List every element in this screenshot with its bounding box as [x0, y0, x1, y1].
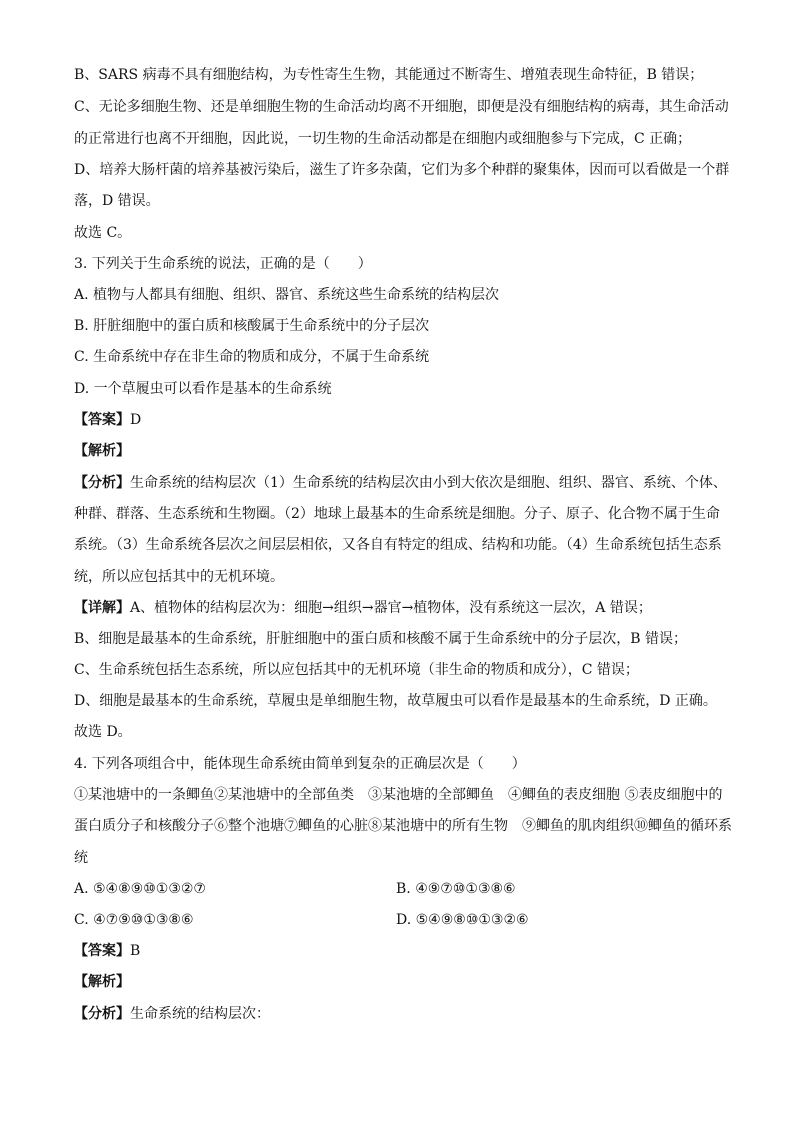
question-4-items: 统 — [74, 850, 88, 866]
question-4-stem: 4. 下列各项组合中，能体现生命系统由简单到复杂的正确层次是（ ） — [74, 756, 526, 772]
text-line: C、生命系统包括生态系统，所以应包括其中的无机环境（非生命的物质和成分），C 错误； — [74, 662, 639, 678]
question-4-answer — [74, 942, 724, 960]
text-line: D、细胞是最基本的生命系统，草履虫是单细胞生物，故草履虫可以看作是最基本的生命系统，D 正确。 — [74, 693, 717, 709]
xiangjie-text: A、植物体的结构层次为：细胞→组织→器官→植物体，没有系统这一层次，A 错误； — [130, 600, 652, 616]
question-3-xiangjie — [74, 599, 724, 617]
answer-tag: 【答案】 — [74, 412, 130, 428]
question-3-fenxi — [74, 474, 727, 492]
text-line: C、无论多细胞生物、还是单细胞生物的生命活动均离不开细胞，即便是没有细胞结构的病毒，其生命活动 — [74, 99, 729, 115]
question-3-stem: 3. 下列关于生命系统的说法，正确的是（ ） — [74, 256, 372, 272]
question-3-answer — [74, 411, 724, 429]
fenxi-tag: 【分析】 — [74, 475, 130, 491]
question-4-option-d: D. ⑤④⑨⑧⑩①③②⑥ — [396, 912, 529, 928]
question-3-option-a: A. 植物与人都具有细胞、组织、器官、系统这些生命系统的结构层次 — [74, 287, 500, 303]
question-3-option-b: B. 肝脏细胞中的蛋白质和核酸属于生命系统中的分子层次 — [74, 318, 430, 334]
text-line: B、细胞是最基本的生命系统，肝脏细胞中的蛋白质和核酸不属于生命系统中的分子层次，B 错误； — [74, 631, 688, 647]
text-line: 故选 C。 — [74, 225, 132, 241]
fenxi-text: 生命系统的结构层次（1）生命系统的结构层次由小到大依次是细胞、组织、器官、系统、个体、 — [130, 475, 727, 491]
question-3-option-d: D. 一个草履虫可以看作是基本的生命系统 — [74, 381, 332, 397]
question-4-option-a: A. ⑤④⑧⑨⑩①③②⑦ — [74, 881, 206, 897]
question-4-option-c: C. ④⑦⑨⑩①③⑧⑥ — [74, 912, 194, 928]
text-line: D、培养大肠杆菌的培养基被污染后，滋生了许多杂菌，它们为多个种群的聚集体，因而可以看做是一个群 — [74, 162, 730, 178]
question-3-option-c: C. 生命系统中存在非生命的物质和成分，不属于生命系统 — [74, 349, 430, 365]
answer-tag: 【答案】 — [74, 943, 130, 959]
text-line: 的正常进行也离不开细胞，因此说，一切生物的生命活动都是在细胞内或细胞参与下完成，C 正确； — [74, 131, 692, 147]
text-line: 故选 D。 — [74, 724, 132, 740]
question-4-analysis-heading — [74, 973, 724, 991]
answer-value: D — [130, 412, 142, 428]
question-4-option-b: B. ④⑨⑦⑩①③⑧⑥ — [396, 881, 516, 897]
analysis-tag: 【解析】 — [74, 974, 130, 990]
text-line: 系统。（3）生命系统各层次之间层层相依，又各自有特定的组成、结构和功能。（4）生命系统包括生态系 — [74, 537, 722, 553]
answer-value: B — [130, 943, 141, 959]
question-4-fenxi — [74, 1005, 724, 1023]
text-line: B、SARS 病毒不具有细胞结构，为专性寄生生物，其能通过不断寄生、增殖表现生命特征，B 错误； — [74, 67, 704, 83]
text-line: 统，所以应包括其中的无机环境。 — [74, 569, 284, 585]
text-line: 种群、群落、生态系统和生物圈。（2）地球上最基本的生命系统是细胞。分子、原子、化合物不属于生命 — [74, 506, 720, 522]
fenxi-tag: 【分析】 — [74, 1006, 130, 1022]
question-4-items: 蛋白质分子和核酸分子⑥整个池塘⑦鲫鱼的心脏⑧某池塘中的所有生物 ⑨鲫鱼的肌肉组织⑩鲫鱼的循环系 — [74, 818, 732, 834]
analysis-tag: 【解析】 — [74, 443, 130, 459]
question-4-items: ①某池塘中的一条鲫鱼②某池塘中的全部鱼类 ③某池塘的全部鲫鱼 ④鲫鱼的表皮细胞 ⑤表皮细胞中的 — [74, 787, 723, 803]
fenxi-text: 生命系统的结构层次： — [130, 1006, 270, 1022]
question-3-analysis-heading — [74, 442, 724, 460]
text-line: 落，D 错误。 — [74, 193, 160, 209]
xiangjie-tag: 【详解】 — [74, 600, 130, 616]
